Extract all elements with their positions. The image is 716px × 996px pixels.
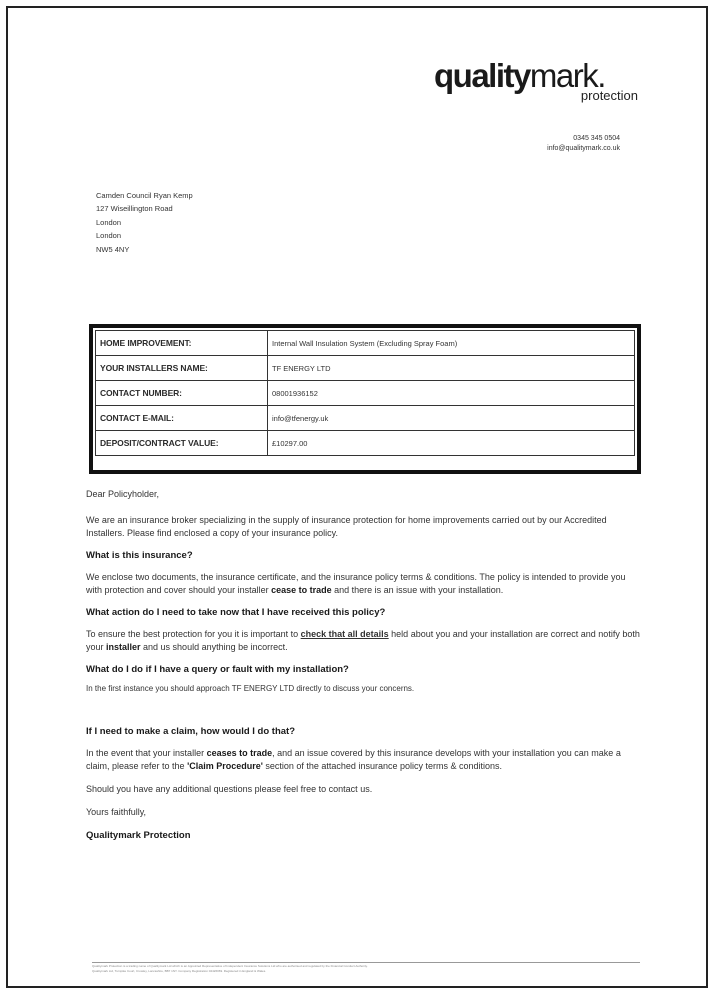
address-line: NW5 4NY bbox=[96, 244, 130, 254]
table-row bbox=[96, 406, 635, 431]
letter-body bbox=[86, 488, 642, 842]
address-line: Camden Council Ryan Kemp bbox=[96, 191, 193, 200]
logo-wordmark: qualitymark. bbox=[434, 57, 605, 94]
address-line: London bbox=[96, 231, 122, 241]
detail-label: YOUR INSTALLERS NAME: bbox=[96, 356, 268, 381]
detail-label: CONTACT E-MAIL: bbox=[96, 406, 268, 431]
intro-paragraph: We are an insurance broker specializing in the supply of insurance protection for home improvements carried out by our Accredited Installers. Please find enclosed a copy of your insurance policy. bbox=[86, 515, 607, 538]
footer-line: Qualitymark Protection is a trading name of Qualitymark Ltd which is an Appointed Representative of Independent Insurance Solutions Ltd who are authorised and regulated by the Financial Conduct Authority. bbox=[92, 964, 368, 968]
question-heading: What do I do if I have a query or fault with my installation? bbox=[86, 664, 349, 675]
question-heading: If I need to make a claim, how would I do that? bbox=[86, 726, 296, 737]
footer-divider bbox=[92, 962, 640, 963]
detail-label: DEPOSIT/CONTRACT VALUE: bbox=[96, 431, 268, 456]
question-heading: What action do I need to take now that I have received this policy? bbox=[86, 607, 386, 618]
signoff: Yours faithfully, bbox=[86, 807, 147, 817]
footer-legal bbox=[92, 962, 640, 974]
answer-paragraph: To ensure the best protection for you it is important to check that all details held about you and your installation are correct and notify both your installer and us should anything be incorrect. bbox=[86, 629, 640, 652]
closing-line: Should you have any additional questions please feel free to contact us. bbox=[86, 784, 373, 794]
answer-paragraph: In the event that your installer ceases to trade, and an issue covered by this insurance develops with your installation you can make a claim, please refer to the 'Claim Procedure' section of the attached insurance policy terms & conditions. bbox=[86, 748, 621, 771]
detail-value: TF ENERGY LTD bbox=[268, 356, 635, 381]
signature: Qualitymark Protection bbox=[86, 830, 191, 841]
sender-contact bbox=[547, 134, 620, 154]
detail-value: Internal Wall Insulation System (Excluding Spray Foam) bbox=[268, 331, 635, 356]
table-row bbox=[96, 431, 635, 456]
policy-details-table bbox=[89, 324, 641, 474]
sender-phone: 0345 345 0504 bbox=[573, 135, 620, 142]
table-row bbox=[96, 381, 635, 406]
answer-paragraph: We enclose two documents, the insurance certificate, and the insurance policy terms & conditions. The policy is intended to provide you with protection and cover should your installer cease to trade and there is an issue with your installation. bbox=[86, 572, 626, 595]
footer-line: Qualitymark Ltd, Turnpike Court, Crowley, Lancashire, BB7 1NY. Company Registration 02426069. Registered in England & Wales. bbox=[92, 969, 267, 973]
detail-value: 08001936152 bbox=[268, 381, 635, 406]
answer-paragraph: In the first instance you should approach TF ENERGY LTD directly to discuss your concerns. bbox=[86, 684, 415, 693]
recipient-address bbox=[96, 189, 193, 256]
address-line: London bbox=[96, 217, 122, 227]
address-line: 127 Wiseillington Road bbox=[96, 204, 173, 214]
table-row bbox=[96, 331, 635, 356]
detail-label: HOME IMPROVEMENT: bbox=[96, 331, 268, 356]
detail-value: £10297.00 bbox=[268, 431, 635, 456]
salutation: Dear Policyholder, bbox=[86, 489, 160, 499]
table-row bbox=[96, 356, 635, 381]
detail-value: info@tfenergy.uk bbox=[268, 406, 635, 431]
question-heading: What is this insurance? bbox=[86, 550, 193, 561]
logo-subtitle: protection bbox=[580, 88, 638, 103]
qualitymark-logo bbox=[434, 58, 644, 106]
sender-email: info@qualitymark.co.uk bbox=[547, 145, 620, 152]
letter-page bbox=[6, 6, 708, 988]
detail-label: CONTACT NUMBER: bbox=[96, 381, 268, 406]
